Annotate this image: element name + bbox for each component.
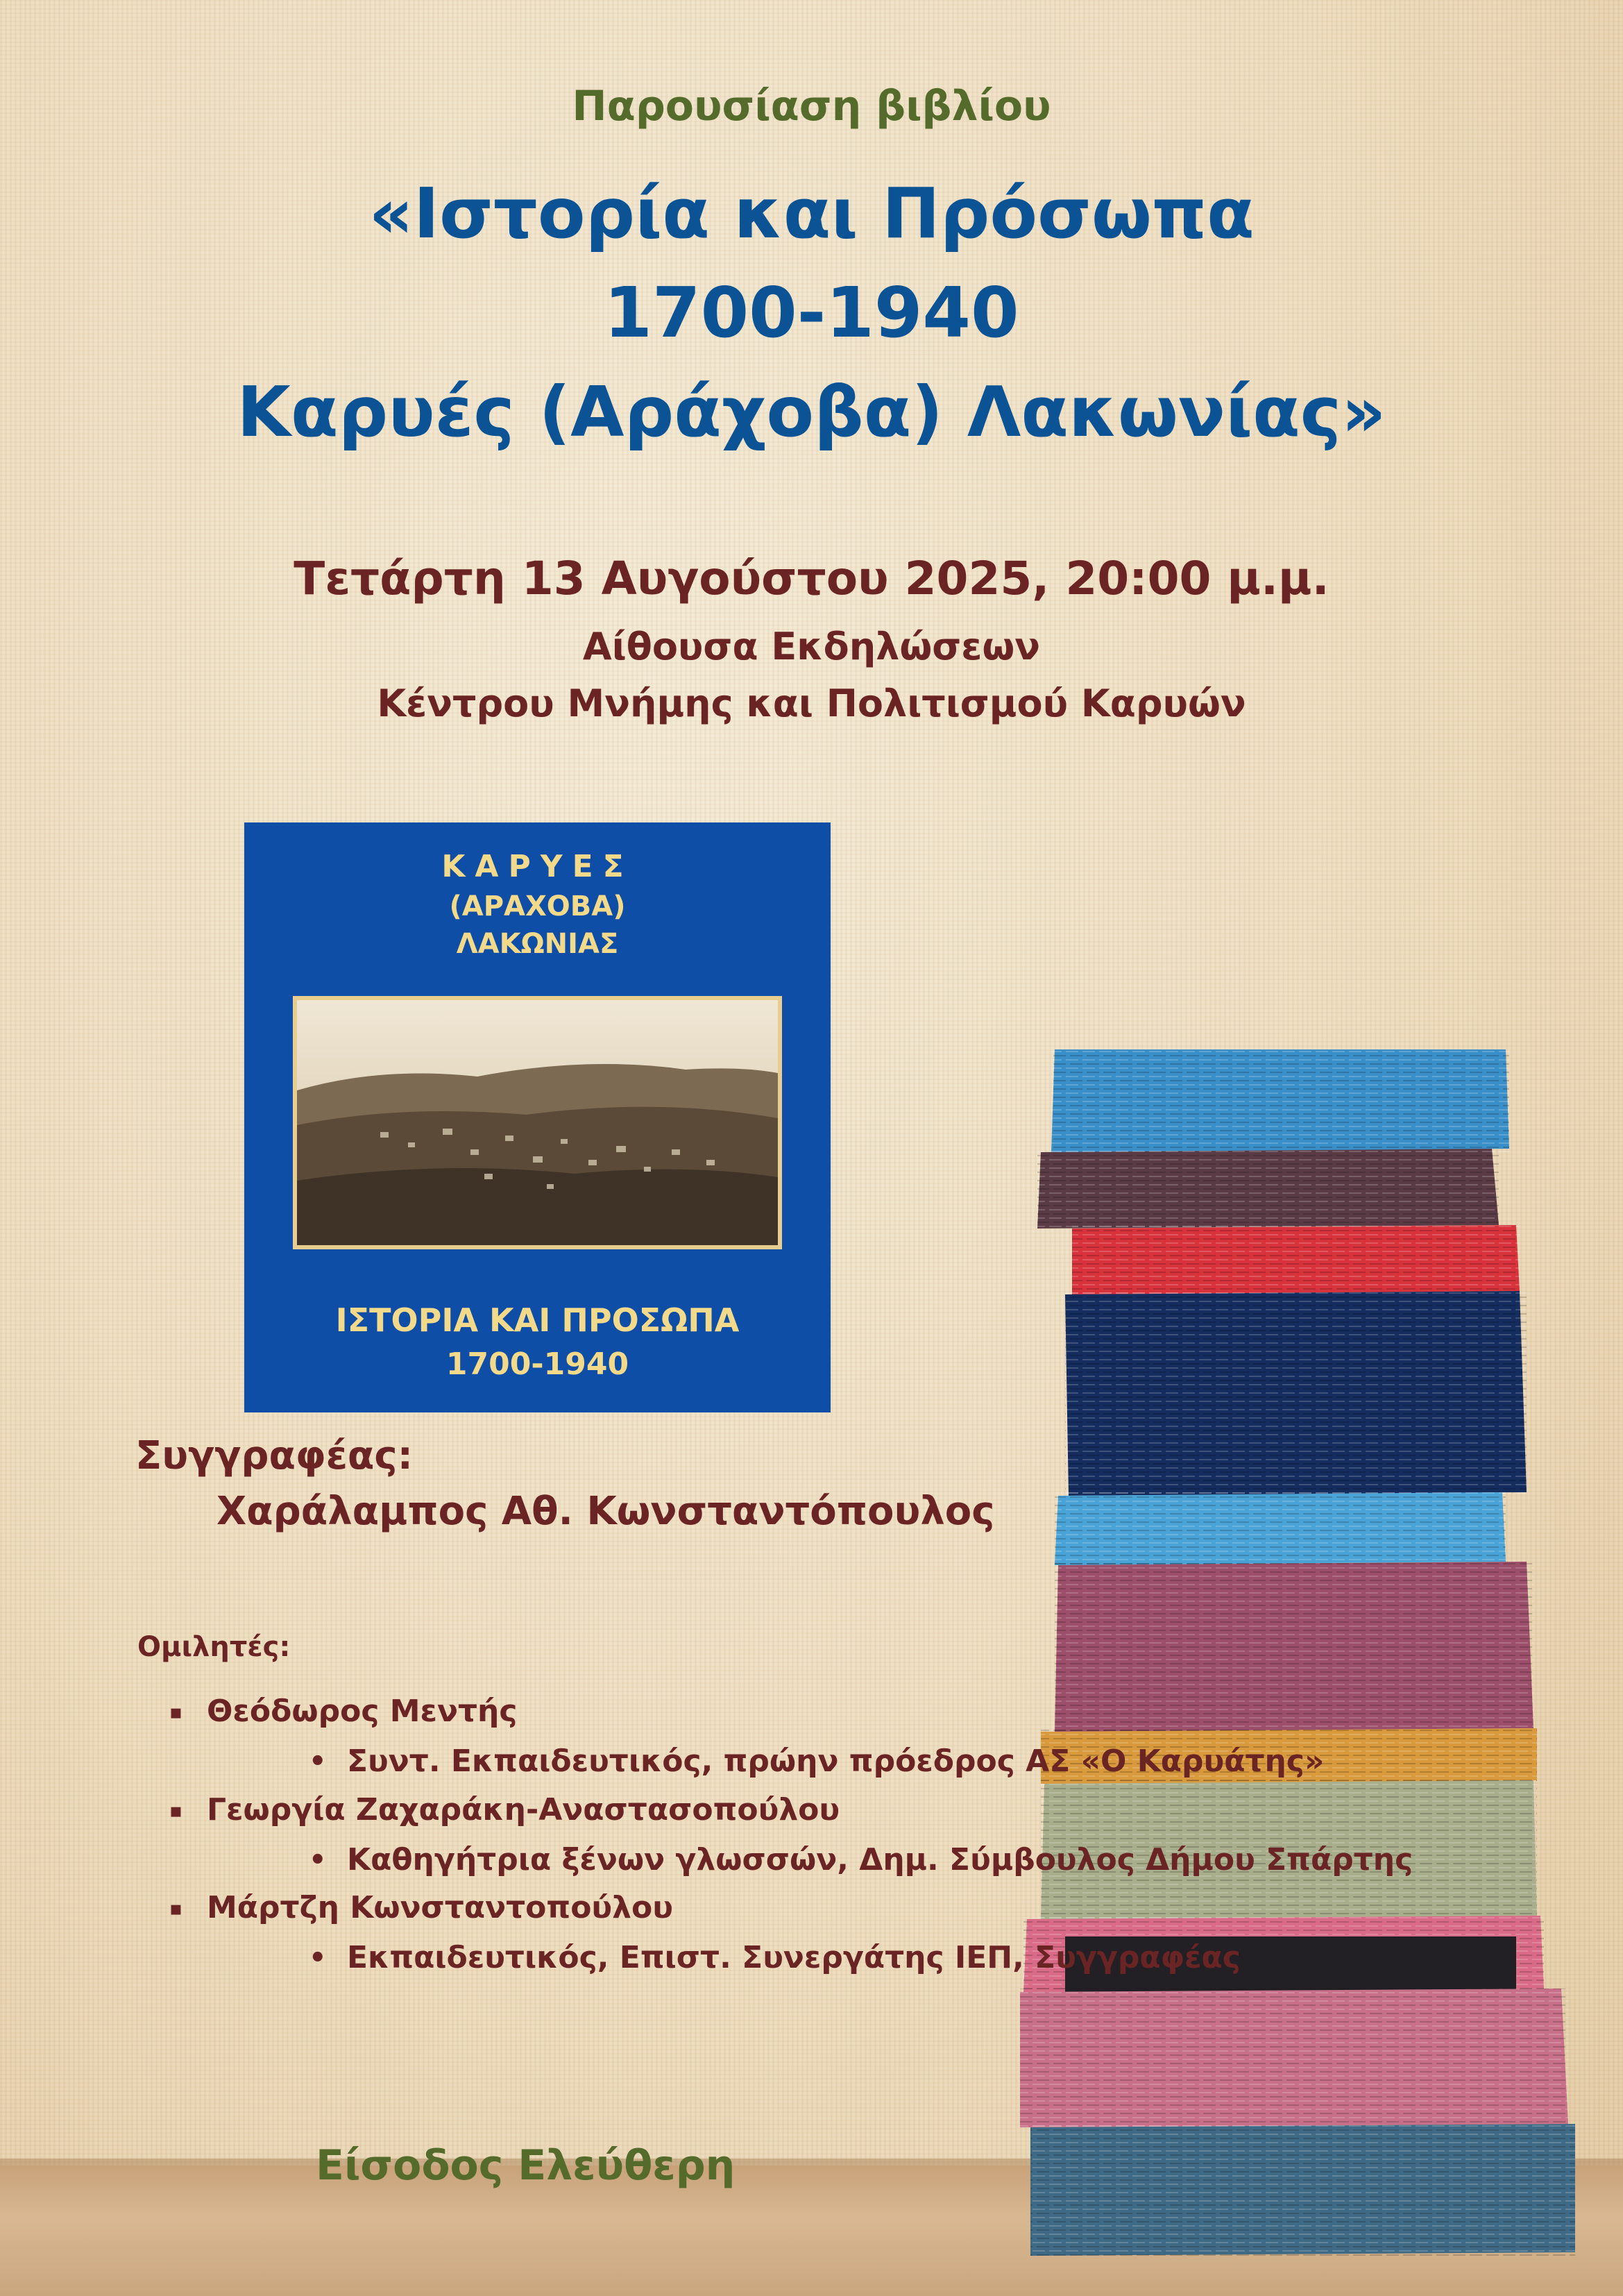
cover-subtitle-2: 1700-1940 [445,1347,629,1382]
book-2-spine-streaks [1037,1149,1499,1229]
speaker-1-role: Συντ. Εκπαιδευτικός, πρώην πρόεδρος ΑΣ «Ο Καρυάτης» [347,1744,1325,1779]
book-6-spine-streaks [1055,1562,1533,1732]
cover-title-1: ΚΑΡΥΕΣ [441,849,634,884]
village-photo-drawing [297,1000,778,1245]
author-name: Χαράλαμπος Αθ. Κωνσταντόπουλος [216,1489,995,1534]
village-photo [293,996,782,1249]
speaker-3-role: Εκπαιδευτικός, Επιστ. Συνεργάτης ΙΕΠ, Συγγραφέας [347,1940,1241,1975]
speaker-3-name: Μάρτζη Κωνσταντοπούλου [207,1890,673,1925]
speaker-1-role-bullet: • [309,1746,327,1778]
subtitle: Παρουσίαση βιβλίου [572,82,1051,130]
speaker-2-role: Καθηγήτρια ξένων γλωσσών, Δημ. Σύμβουλος Δήμου Σπάρτης [347,1842,1413,1877]
title-line-3: Καρυές (Αράχοβα) Λακωνίας» [237,371,1386,453]
venue-line-2: Κέντρου Μνήμης και Πολιτισμού Καρυών [377,682,1246,725]
book-3-spine-streaks [1072,1225,1520,1294]
book-4-spine-streaks [1065,1291,1527,1496]
book-1-spine-streaks [1051,1049,1509,1152]
book-5-spine-streaks [1055,1492,1506,1565]
venue-line-1: Αίθουσα Εκδηλώσεων [582,625,1041,668]
speaker-2-role-bullet: • [309,1844,327,1876]
speakers-label: Ομιλητές: [137,1631,291,1663]
title-line-2: 1700-1940 [604,272,1019,353]
event-date: Τετάρτη 13 Αυγούστου 2025, 20:00 μ.μ. [294,552,1329,605]
title-line-1: «Ιστορία και Πρόσωπα [368,173,1255,254]
book-cover [244,822,831,1412]
author-label: Συγγραφέας: [135,1433,413,1478]
speaker-2-name: Γεωργία Ζαχαράκη-Αναστασοπούλου [207,1792,840,1827]
cover-title-2: (ΑΡΑΧΟΒΑ) [449,890,626,922]
book-11-spine-streaks [1020,1989,1568,2127]
cover-subtitle-1: ΙΣΤΟΡΙΑ ΚΑΙ ΠΡΟΣΩΠΑ [335,1301,740,1339]
free-entry: Είσοδος Ελεύθερη [316,2141,736,2190]
speaker-1-name: Θεόδωρος Μεντής [207,1694,518,1729]
speaker-3-bullet: ▪ [169,1897,182,1920]
speaker-2-bullet: ▪ [169,1799,182,1822]
book-12-spine-streaks [1030,2124,1575,2256]
speaker-1-bullet: ▪ [169,1700,182,1723]
speaker-3-role-bullet: • [309,1942,327,1974]
cover-title-3: ΛΑΚΩΝΙΑΣ [456,928,619,960]
